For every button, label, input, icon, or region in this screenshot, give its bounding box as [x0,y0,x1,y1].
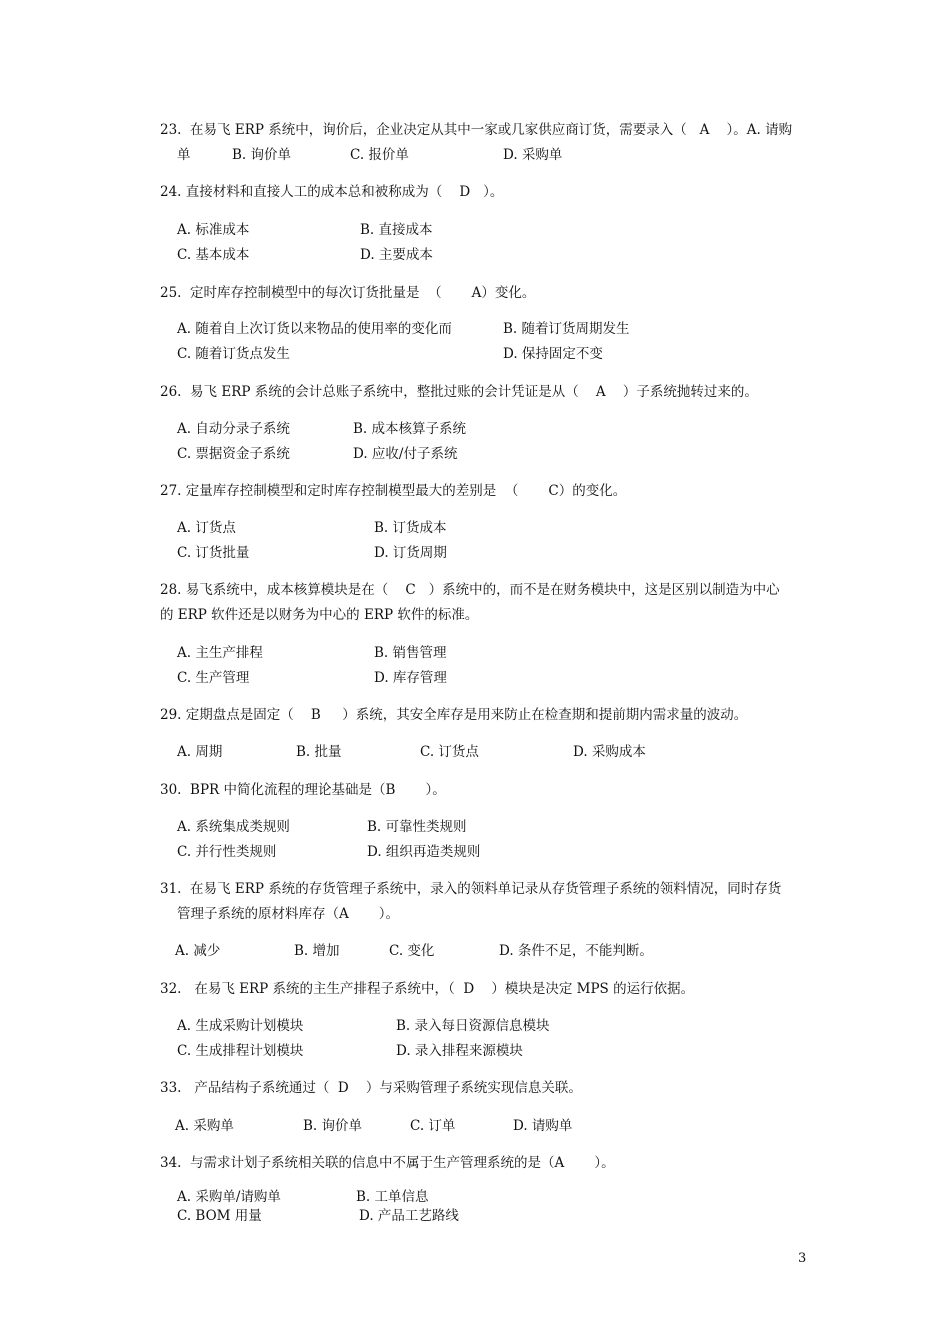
question-33-option-c: C. 订单 [410,1118,456,1134]
question-24-option-a: A. 标准成本 [177,222,250,238]
question-27-option-c: C. 订货批量 [177,545,250,561]
question-25-option-c: C. 随着订货点发生 [177,346,290,362]
question-24-stem: 24. 直接材料和直接人工的成本总和被称成为（ D ）。 [160,184,504,200]
question-29-option-b: B. 批量 [296,744,342,760]
question-27-option-a: A. 订货点 [177,520,236,536]
question-31-option-b: B. 增加 [294,943,340,959]
question-25-stem: 25. 定时库存控制模型中的每次订货批量是 （ A）变化。 [160,285,536,301]
question-34-option-d: D. 产品工艺路线 [359,1208,459,1224]
question-33-option-b: B. 询价单 [303,1118,363,1134]
question-24-option-c: C. 基本成本 [177,247,250,263]
question-30-option-c: C. 并行性类规则 [177,844,277,860]
question-25-option-b: B. 随着订货周期发生 [503,321,630,337]
question-28-option-c: C. 生产管理 [177,670,250,686]
question-23-option-c: C. 报价单 [350,147,409,163]
question-29-option-c: C. 订货点 [420,744,479,760]
question-30-option-d: D. 组织再造类规则 [367,844,481,860]
question-34-option-b: B. 工单信息 [356,1189,429,1205]
question-31-option-d: D. 条件不足，不能判断。 [499,943,653,959]
question-27-option-d: D. 订货周期 [374,545,447,561]
question-29-option-a: A. 周期 [177,744,223,760]
question-30-stem: 30. BPR 中简化流程的理论基础是（B ）。 [160,782,446,798]
question-31-option-a: A. 减少 [175,943,221,959]
question-28-stem-line-2: 的 ERP 软件还是以财务为中心的 ERP 软件的标准。 [160,607,479,623]
question-26-option-b: B. 成本核算子系统 [353,421,467,437]
question-24-option-b: B. 直接成本 [360,222,433,238]
question-23-option-d: D. 采购单 [503,147,563,163]
question-24-option-d: D. 主要成本 [360,247,433,263]
question-23-stem-line-2: 单 [177,147,191,163]
question-23-stem-line-1: 23. 在易飞 ERP 系统中，询价后，企业决定从其中一家或几家供应商订货，需要录入（ A ）。A. 请购 [160,122,793,138]
question-31-stem-line-1: 31. 在易飞 ERP 系统的存货管理子系统中，录入的领料单记录从存货管理子系统的领料情况，同时存货 [160,881,782,897]
page-number: 3 [798,1251,807,1266]
question-28-stem-line-1: 28. 易飞系统中，成本核算模块是在（ C ）系统中的，而不是在财务模块中，这是区别以制造为中心 [160,582,780,598]
question-32-stem: 32. 在易飞 ERP 系统的主生产排程子系统中，（ D ）模块是决定 MPS 的运行依据。 [160,981,695,997]
question-28-option-b: B. 销售管理 [374,645,447,661]
question-26-stem: 26. 易飞 ERP 系统的会计总账子系统中，整批过账的会计凭证是从（ A ）子系统抛转过来的。 [160,384,758,400]
question-32-option-c: C. 生成排程计划模块 [177,1043,304,1059]
question-25-option-d: D. 保持固定不变 [503,346,603,362]
question-29-option-d: D. 采购成本 [573,744,646,760]
question-31-option-c: C. 变化 [389,943,435,959]
question-30-option-a: A. 系统集成类规则 [177,819,290,835]
question-23-option-b: B. 询价单 [232,147,292,163]
question-27-stem: 27. 定量库存控制模型和定时库存控制模型最大的差别是 （ C）的变化。 [160,483,627,499]
question-28-option-d: D. 库存管理 [374,670,447,686]
question-34-stem: 34. 与需求计划子系统相关联的信息中不属于生产管理系统的是（A ）。 [160,1155,615,1171]
question-33-stem: 33. 产品结构子系统通过（ D ）与采购管理子系统实现信息关联。 [160,1080,582,1096]
question-32-option-b: B. 录入每日资源信息模块 [396,1018,550,1034]
question-32-option-d: D. 录入排程来源模块 [396,1043,523,1059]
question-25-option-a: A. 随着自上次订货以来物品的使用率的变化而 [177,321,452,337]
question-33-option-d: D. 请购单 [513,1118,573,1134]
question-26-option-a: A. 自动分录子系统 [177,421,290,437]
question-27-option-b: B. 订货成本 [374,520,447,536]
question-34-option-a: A. 采购单/请购单 [177,1189,281,1205]
question-28-option-a: A. 主生产排程 [177,645,263,661]
question-26-option-c: C. 票据资金子系统 [177,446,290,462]
question-31-stem-line-2: 管理子系统的原材料库存（A ）。 [177,906,400,922]
question-30-option-b: B. 可靠性类规则 [367,819,467,835]
question-29-stem: 29. 定期盘点是固定（ B ）系统，其安全库存是用来防止在检查期和提前期内需求量的波动。 [160,707,748,723]
question-26-option-d: D. 应收/付子系统 [353,446,458,462]
question-34-option-c: C. BOM 用量 [177,1208,262,1224]
question-32-option-a: A. 生成采购计划模块 [177,1018,304,1034]
question-33-option-a: A. 采购单 [175,1118,234,1134]
